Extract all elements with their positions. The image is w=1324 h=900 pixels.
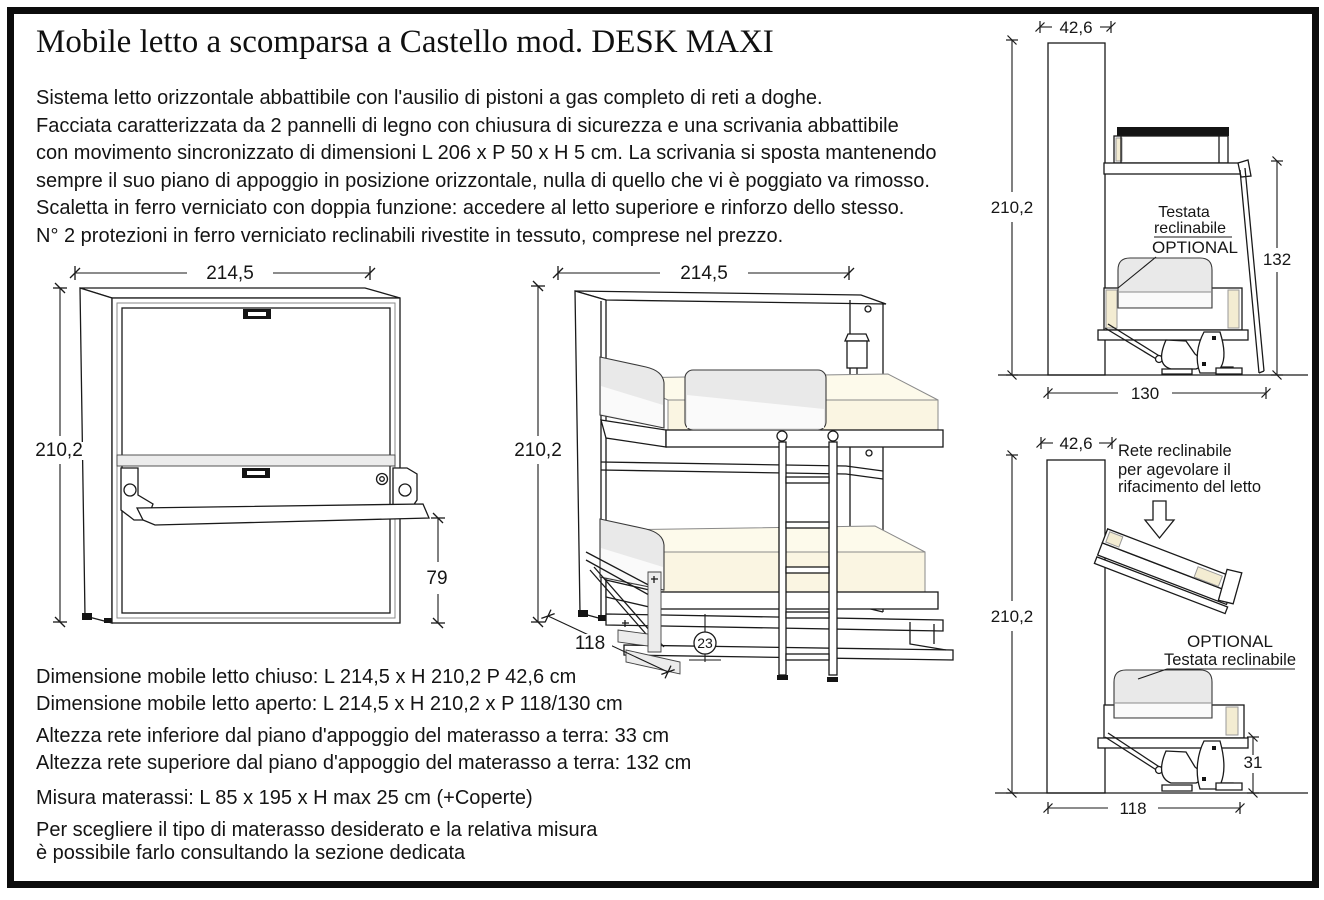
dim-label-desk-height: 79: [426, 568, 448, 589]
dim-label-depth-closed: 42,6: [1059, 434, 1093, 453]
headboard: [1114, 670, 1212, 718]
closed-cabinet: [80, 288, 400, 623]
spec-upper-net-height: Altezza rete superiore dal piano d'appoggio del materasso a terra: 132 cm: [36, 752, 692, 774]
dim-label-ladder-offset: 23: [697, 635, 713, 651]
spec-mattress-size: Misura materassi: L 85 x 195 x H max 25 cm (+Coperte): [36, 787, 533, 809]
dimension-depth-closed: [1037, 434, 1117, 453]
dim-label-depth: 118: [574, 633, 606, 654]
upper-bed-folded: [1104, 127, 1251, 177]
down-arrow-icon: [1145, 501, 1174, 538]
optional-line-1: OPTIONAL: [1187, 632, 1273, 651]
lower-bed-side: [1098, 258, 1248, 374]
dimension-desk-height: [426, 513, 447, 628]
description-line: N° 2 protezioni in ferro verniciato reclinabili rivestite in tessuto, comprese nel prezzo.: [36, 224, 784, 247]
dimension-width: [70, 263, 375, 284]
dim-label-depth-closed: 42,6: [1059, 18, 1093, 37]
dim-label-depth-open: 130: [1130, 384, 1160, 403]
spec-closed-dimensions: Dimensione mobile letto chiuso: L 214,5 x H 210,2 P 42,6 cm: [36, 666, 577, 688]
dimension-height: [33, 283, 87, 627]
dimension-height: [991, 451, 1034, 798]
dim-label-width: 214,5: [680, 263, 728, 284]
note-line-1: Rete reclinabile: [1118, 442, 1232, 460]
dim-label-upper-bed-height: 132: [1262, 250, 1292, 269]
dim-label-lower-bed-height: 31: [1243, 753, 1263, 772]
dim-label-height: 210,2: [990, 607, 1034, 626]
side-panel: [1048, 43, 1105, 375]
dimension-width: [553, 263, 854, 284]
note-line-2: per agevolare il: [1118, 461, 1231, 479]
optional-line-2: Testata reclinabile: [1163, 651, 1297, 669]
upper-bed: [600, 357, 943, 447]
description-line: sempre il suo piano di appoggio in posizione orizzontale, nulla di quello che vi è poggiato va rimosso.: [36, 169, 930, 192]
drawing-side-view-reclined: [990, 415, 1314, 855]
dim-label-height: 210,2: [990, 198, 1034, 217]
lower-door-handle: [242, 468, 270, 478]
ladder-side-view: [1240, 168, 1264, 373]
reclined-bed-frame: [1094, 522, 1244, 615]
lower-bed-side: [1098, 670, 1248, 791]
description-line: Scaletta in ferro verniciato con doppia funzione: accedere al letto superiore e rinforzo dello stesso.: [36, 197, 905, 219]
description-line: Sistema letto orizzontale abbattibile con l'ausilio di pistoni a gas completo di reti a doghe.: [36, 87, 823, 109]
dimension-depth-closed: [1036, 18, 1116, 37]
side-panel: [1047, 460, 1105, 793]
dimension-depth-open: [1044, 384, 1271, 403]
upper-bed-center-protection: [685, 370, 826, 430]
drawing-open-front-view: [498, 252, 983, 702]
dim-label-width: 214,5: [206, 263, 254, 284]
spec-mattress-note-line2: è possibile farlo consultando la sezione dedicata: [36, 842, 466, 864]
dim-label-depth-open: 118: [1119, 799, 1147, 818]
description-line: Facciata caratterizzata da 2 pannelli di legno con chiusura di sicurezza e una scrivania abbattibile: [36, 114, 899, 137]
note-line-1: Testata: [1158, 204, 1210, 221]
drawing-side-view-open: [990, 10, 1314, 415]
drawing-closed-front-view: [25, 252, 475, 672]
reclining-net-note: [1118, 442, 1261, 538]
spec-open-dimensions: Dimensione mobile letto aperto: L 214,5 x H 210,2 x P 118/130 cm: [36, 693, 623, 715]
upper-bed-head-protection: [600, 357, 664, 428]
headboard: [1118, 258, 1212, 308]
note-line-2: reclinabile: [1153, 220, 1227, 237]
spec-mattress-note-line1: Per scegliere il tipo di materasso desiderato e la relativa misura: [36, 819, 598, 841]
dim-label-height: 210,2: [35, 440, 83, 461]
lower-bed: [586, 519, 953, 674]
spec-lower-net-height: Altezza rete inferiore dal piano d'appoggio del materasso a terra: 33 cm: [36, 725, 670, 747]
dimension-depth-open: [1044, 799, 1245, 818]
description-line: con movimento sincronizzato di dimensioni L 206 x P 50 x H 5 cm. La scrivania si sposta mantenendo: [36, 142, 937, 164]
note-line-3: rifacimento del letto: [1118, 478, 1262, 496]
note-line-3: OPTIONAL: [1152, 238, 1238, 257]
dimension-upper-bed-height: [1261, 157, 1294, 380]
page-title: Mobile letto a scomparsa a Castello mod. DESK MAXI: [36, 24, 774, 60]
upper-door-handle: [243, 309, 271, 319]
dimension-height: [511, 281, 565, 627]
dimension-height: [991, 36, 1034, 380]
dim-label-height: 210,2: [514, 440, 562, 461]
product-description: [36, 85, 936, 250]
